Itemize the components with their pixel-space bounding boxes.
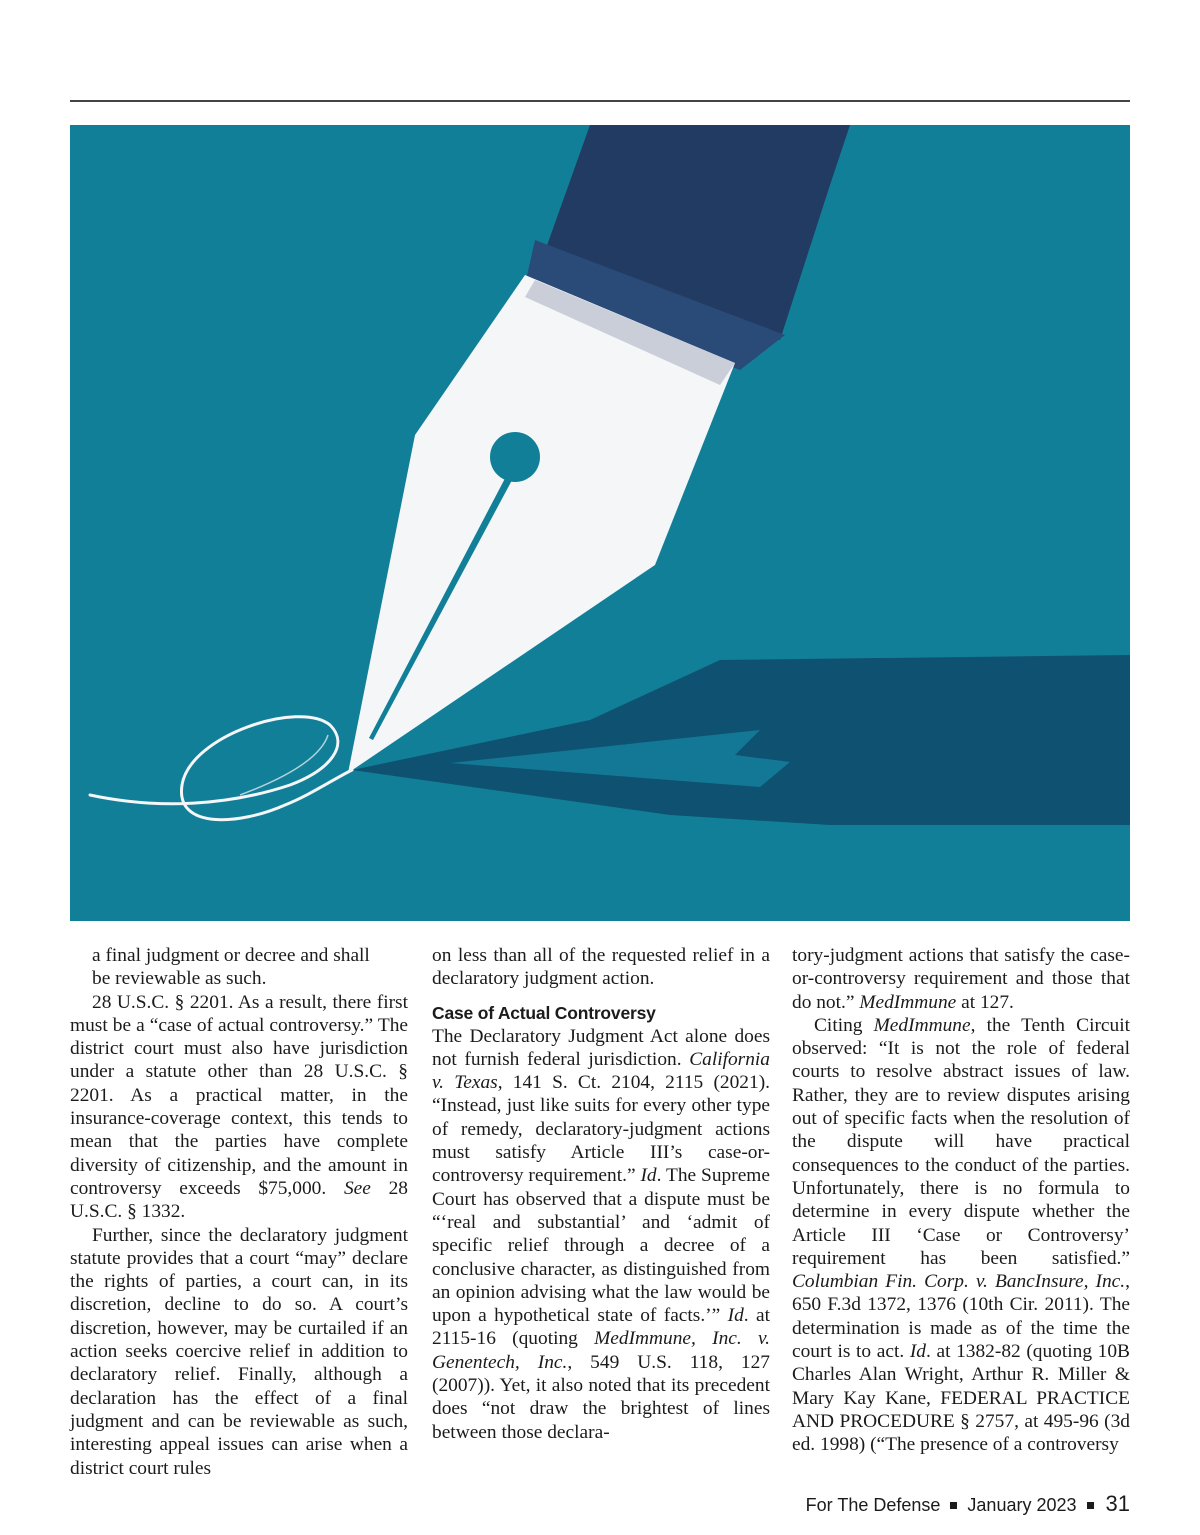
article-column-1: [70, 944, 408, 1480]
paragraph-continued: tory-judgment actions that satisfy the case-or-controversy requirement and those that do not.” MedImmune at 127.: [792, 945, 1130, 1013]
article-column-2: [432, 944, 770, 1444]
article-column-3: [792, 944, 1130, 1457]
pen-illustration: [70, 125, 1130, 921]
fountain-pen-nib-icon: [70, 125, 1130, 921]
nib-breather-hole: [490, 432, 540, 482]
page-number: 31: [1105, 1491, 1130, 1516]
publication-name: For The Defense: [805, 1495, 941, 1515]
page-footer: [806, 1493, 1130, 1516]
issue-date: January 2023: [967, 1495, 1077, 1515]
paragraph: The Declaratory Judgment Act alone does not furnish federal jurisdiction. California v. Texas, 141 S. Ct. 2104, 2115 (2021). “Instead, just like suits for every other type of remedy, declaratory-judgment actions must satisfy Article III’s case-or-controversy requirement.” Id. The Supreme Court has observed that a dispute must be “‘real and substantial’ and ‘admit of specific relief through a decree of a conclusive character, as distinguished from an opinion advising what the law would be upon a hypothetical state of facts.’” Id. at 2115-16 (quoting MedImmune, Inc. v. Genentech, Inc., 549 U.S. 118, 127 (2007)). Yet, it also noted that its precedent does “not draw the brightest of lines between those declara-: [432, 1025, 770, 1443]
separator-square-icon: [950, 1502, 957, 1509]
paragraph: Citing MedImmune, the Tenth Circuit observed: “It is not the role of federal courts to resolve abstract issues of law. Rather, they are to review disputes arising out of specific facts when the resolution of the dispute will have practical consequences to the conduct of the parties. Unfortunately, there is no formula to determine in every dispute whether the Article III ‘Case or Controversy’ requirement has been satisfied.” Columbian Fin. Corp. v. BancInsure, Inc., 650 F.3d 1372, 1376 (10th Cir. 2011). The determination is made as of the time the court is to act. Id. at 1382-82 (quoting 10B Charles Alan Wright, Arthur R. Miller & Mary Kay Kane, FEDERAL PRACTICE AND PROCEDURE § 2757, at 495-96 (3d ed. 1998) (“The presence of a controversy: [792, 1014, 1130, 1456]
paragraph-continued: on less than all of the requested relief in a declaratory judgment action.: [432, 945, 770, 990]
separator-square-icon: [1087, 1502, 1094, 1509]
top-rule: [70, 100, 1130, 102]
paragraph: 28 U.S.C. § 2201. As a result, there first must be a “case of actual controversy.” The district court must also have jurisdiction under a statute other than 28 U.S.C. § 2201. As a practical matter, in the insurance-coverage context, this tends to mean that the parties have complete diversity of citizenship, and the amount in controversy exceeds $75,000. See 28 U.S.C. § 1332.: [70, 991, 408, 1223]
statute-quote: a final judgment or decree and shall be reviewable as such.: [92, 945, 370, 990]
paragraph: Further, since the declaratory judgment statute provides that a court “may” declare the rights of parties, a court can, in its discretion, decline to do so. A court’s discretion, however, may be curtailed if an action seeks coercive relief in addition to declaratory relief. Finally, although a declaration has the effect of a final judgment and can be reviewable as such, interesting appeal issues can arise when a district court rules: [70, 1224, 408, 1479]
section-heading: Case of Actual Controversy: [432, 1002, 656, 1023]
